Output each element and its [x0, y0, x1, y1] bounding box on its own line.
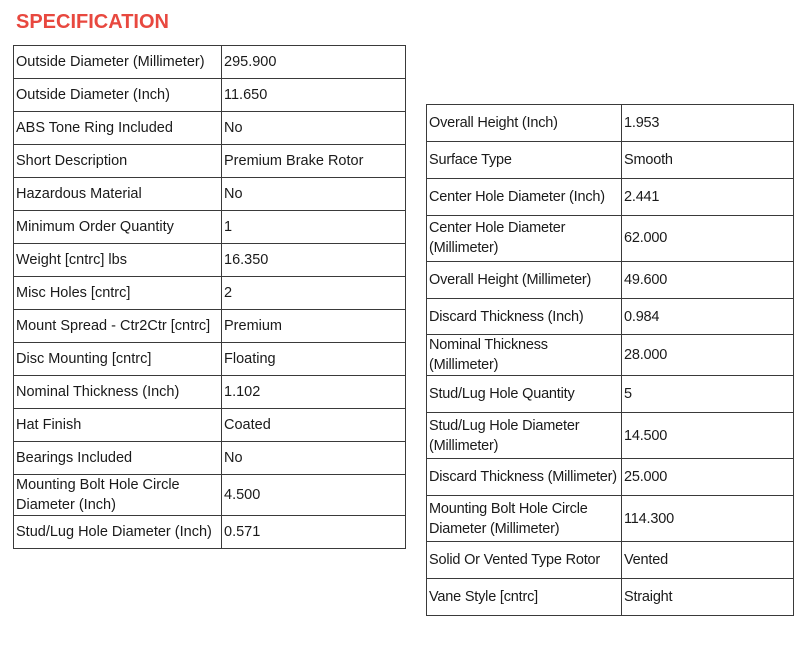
table-row: [14, 46, 406, 79]
table-row: [427, 141, 794, 178]
spec-value: No: [222, 178, 406, 211]
table-row: [427, 579, 794, 616]
table-row: [14, 277, 406, 310]
spec-value: 4.500: [222, 475, 406, 516]
spec-value: 16.350: [222, 244, 406, 277]
spec-value: Smooth: [622, 141, 794, 178]
spec-value: 62.000: [622, 215, 794, 261]
table-row: [427, 496, 794, 542]
table-row: [14, 376, 406, 409]
spec-name: Hazardous Material: [14, 178, 222, 211]
spec-value: 1.953: [622, 105, 794, 142]
spec-value: 2.441: [622, 178, 794, 215]
spec-value: 14.500: [622, 413, 794, 459]
spec-value: 114.300: [622, 496, 794, 542]
spec-name: ABS Tone Ring Included: [14, 112, 222, 145]
spec-value: Straight: [622, 579, 794, 616]
spec-value: 1.102: [222, 376, 406, 409]
spec-table-right: [426, 104, 794, 616]
table-row: [427, 105, 794, 142]
table-row: [14, 79, 406, 112]
table-row: [427, 298, 794, 335]
table-row: [14, 244, 406, 277]
spec-name: Vane Style [cntrc]: [427, 579, 622, 616]
spec-name: Surface Type: [427, 141, 622, 178]
spec-name: Hat Finish: [14, 409, 222, 442]
spec-name: Weight [cntrc] lbs: [14, 244, 222, 277]
table-row: [14, 310, 406, 343]
table-row: [14, 442, 406, 475]
table-row: [427, 376, 794, 413]
table-row: [427, 459, 794, 496]
table-row: [427, 413, 794, 459]
table-row: [427, 542, 794, 579]
spec-value: 11.650: [222, 79, 406, 112]
spec-value: 5: [622, 376, 794, 413]
table-row: [14, 475, 406, 516]
table-row: [14, 112, 406, 145]
spec-name: Outside Diameter (Millimeter): [14, 46, 222, 79]
spec-name: Solid Or Vented Type Rotor: [427, 542, 622, 579]
table-row: [427, 261, 794, 298]
spec-name: Stud/Lug Hole Quantity: [427, 376, 622, 413]
spec-value: 295.900: [222, 46, 406, 79]
spec-name: Discard Thickness (Inch): [427, 298, 622, 335]
spec-name: Mount Spread - Ctr2Ctr [cntrc]: [14, 310, 222, 343]
spec-name: Disc Mounting [cntrc]: [14, 343, 222, 376]
spec-name: Nominal Thickness (Inch): [14, 376, 222, 409]
spec-value: 2: [222, 277, 406, 310]
table-row: [14, 516, 406, 549]
spec-value: 28.000: [622, 335, 794, 376]
spec-name: Outside Diameter (Inch): [14, 79, 222, 112]
table-row: [427, 215, 794, 261]
spec-value: 0.984: [622, 298, 794, 335]
spec-name: Bearings Included: [14, 442, 222, 475]
table-row: [14, 409, 406, 442]
spec-name: Short Description: [14, 145, 222, 178]
spec-value: 0.571: [222, 516, 406, 549]
spec-value: Coated: [222, 409, 406, 442]
spec-name: Stud/Lug Hole Diameter (Millimeter): [427, 413, 622, 459]
table-row: [427, 178, 794, 215]
spec-name: Overall Height (Millimeter): [427, 261, 622, 298]
page-title: SPECIFICATION: [16, 11, 169, 33]
spec-name: Center Hole Diameter (Inch): [427, 178, 622, 215]
spec-name: Mounting Bolt Hole Circle Diameter (Millimeter): [427, 496, 622, 542]
table-row: [14, 343, 406, 376]
spec-value: 1: [222, 211, 406, 244]
spec-name: Misc Holes [cntrc]: [14, 277, 222, 310]
spec-name: Center Hole Diameter (Millimeter): [427, 215, 622, 261]
spec-value: Premium: [222, 310, 406, 343]
spec-value: No: [222, 112, 406, 145]
spec-name: Mounting Bolt Hole Circle Diameter (Inch): [14, 475, 222, 516]
spec-value: Premium Brake Rotor: [222, 145, 406, 178]
table-row: [14, 211, 406, 244]
spec-name: Discard Thickness (Millimeter): [427, 459, 622, 496]
spec-value: 25.000: [622, 459, 794, 496]
spec-table-left: [13, 45, 406, 549]
table-row: [14, 145, 406, 178]
spec-name: Nominal Thickness (Millimeter): [427, 335, 622, 376]
spec-value: Vented: [622, 542, 794, 579]
spec-name: Minimum Order Quantity: [14, 211, 222, 244]
spec-name: Stud/Lug Hole Diameter (Inch): [14, 516, 222, 549]
spec-value: No: [222, 442, 406, 475]
spec-name: Overall Height (Inch): [427, 105, 622, 142]
spec-value: Floating: [222, 343, 406, 376]
spec-value: 49.600: [622, 261, 794, 298]
table-row: [14, 178, 406, 211]
table-row: [427, 335, 794, 376]
